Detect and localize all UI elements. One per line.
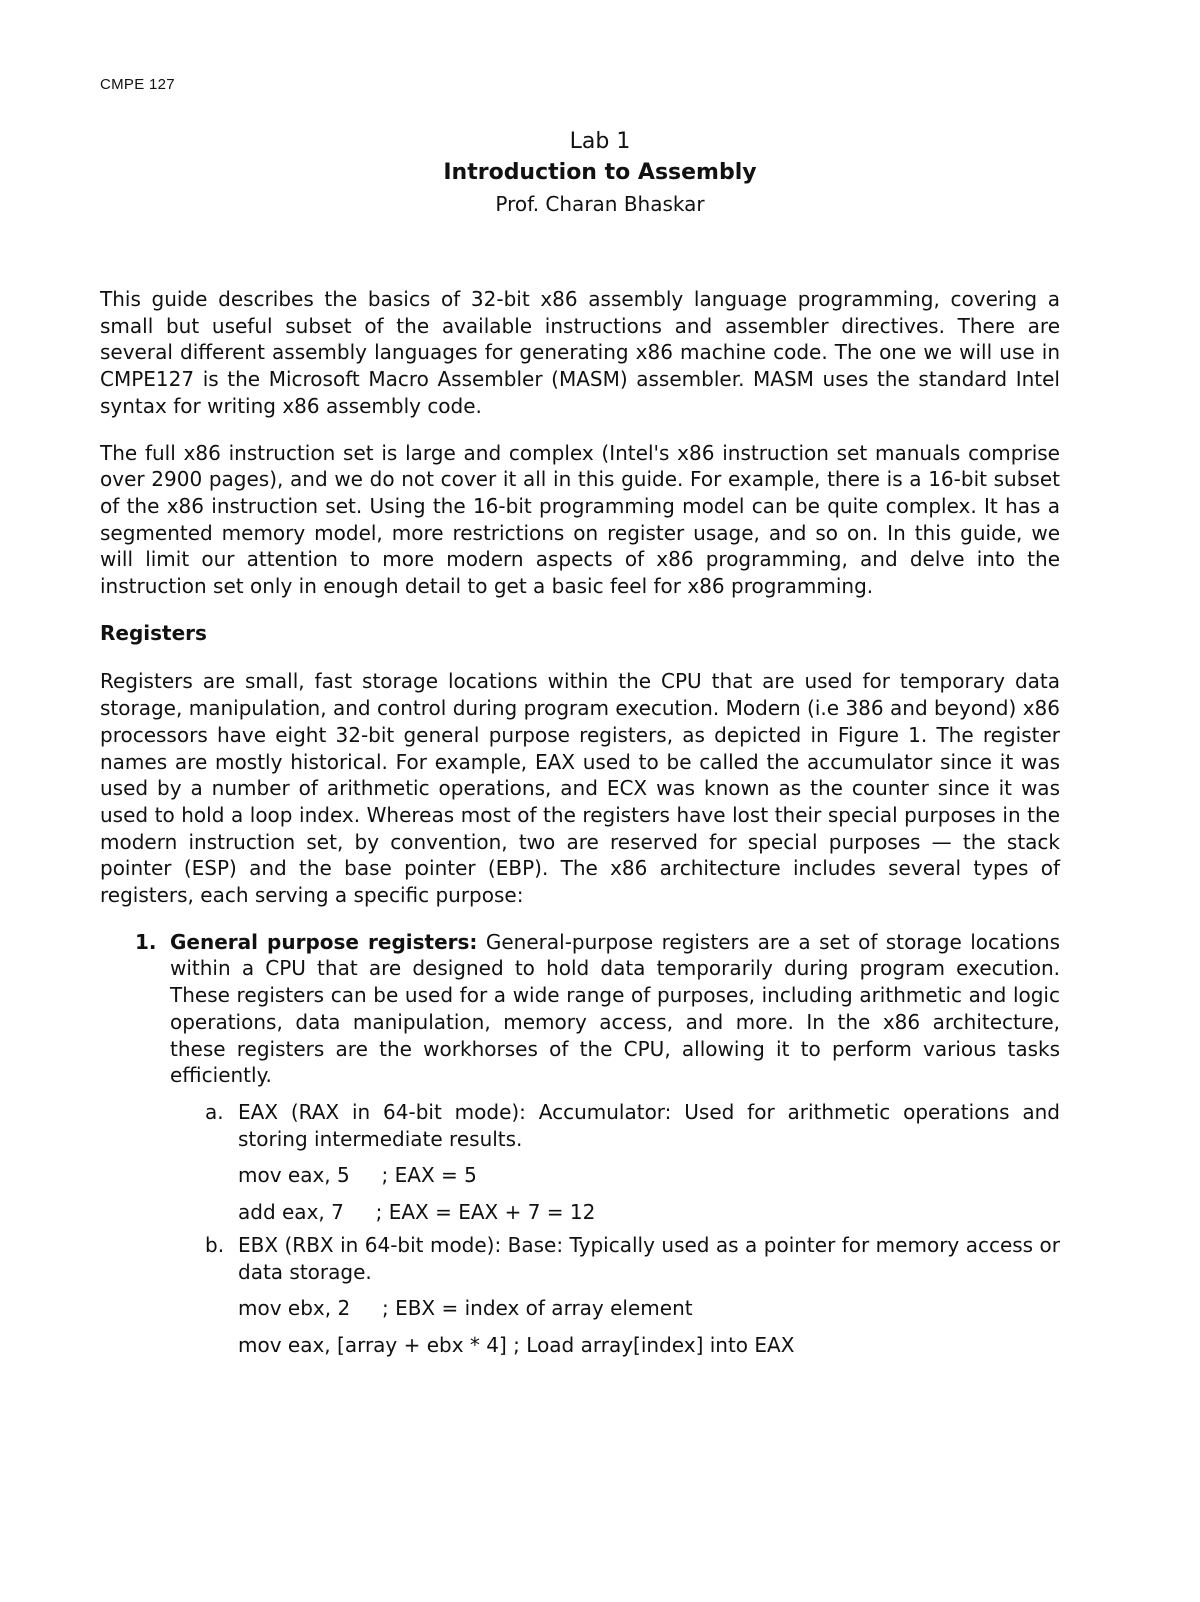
sub-list-letter: a.: [205, 1099, 224, 1124]
code-line: mov eax, [array + ebx * 4] ; Load array[index] into EAX: [238, 1332, 795, 1357]
title-block: [0, 127, 1200, 219]
course-code: CMPE 127: [100, 76, 175, 93]
code-line: add eax, 7 ; EAX = EAX + 7 = 12: [238, 1200, 596, 1225]
list-number: 1.: [135, 929, 157, 954]
registers-paragraph: Registers are small, fast storage locations within the CPU that are used for temporary data storage, manipulation, and control during program execution. Modern (i.e 386 and beyond) x86 processors have eight 32-bit general purpose registers, as depicted in Figure 1. The register names are mostly historical. For example, EAX used to be called the accumulator since it was used by a number of arithmetic operations, and ECX was known as the counter since it was used to hold a loop index. Whereas most of the registers have lost their special purposes in the modern instruction set, by convention, two are reserved for special purposes — the stack pointer (ESP) and the base pointer (EBP). The x86 architecture includes several types of registers, each serving a specific purpose:: [100, 669, 1060, 908]
sub-list-item: [170, 1099, 1060, 1226]
sub-item-text: EBX (RBX in 64-bit mode): Base: Typically used as a pointer for memory access or data storage.: [238, 1232, 1060, 1284]
code-line: mov eax, 5 ; EAX = 5: [238, 1163, 477, 1188]
instruction-set-paragraph: The full x86 instruction set is large and complex (Intel's x86 instruction set manuals comprise over 2900 pages), and we do not cover it all in this guide. For example, there is a 16-bit subset of the x86 instruction set. Using the 16-bit programming model can be quite complex. It has a segmented memory model, more restrictions on register usage, and so on. In this guide, we will limit our attention to more modern aspects of x86 programming, and delve into the instruction set only in enough detail to get a basic feel for x86 programming.: [100, 440, 1060, 599]
list-item-lead: General purpose registers:: [170, 929, 478, 954]
section-heading-registers: Registers: [100, 620, 207, 645]
register-types-list: [100, 929, 1060, 1359]
code-line: mov ebx, 2 ; EBX = index of array element: [238, 1296, 693, 1321]
sub-list-letter: b.: [205, 1232, 225, 1257]
intro-paragraph: This guide describes the basics of 32-bit x86 assembly language programming, covering a small but useful subset of the available instructions and assembler directives. There are several different assembly languages for generating x86 machine code. The one we will use in CMPE127 is the Microsoft Macro Assembler (MASM) assembler. MASM uses the standard Intel syntax for writing x86 assembly code.: [100, 287, 1060, 418]
sub-item-text: EAX (RAX in 64-bit mode): Accumulator: Used for arithmetic operations and storing intermediate results.: [238, 1099, 1060, 1151]
document-title: Introduction to Assembly: [443, 160, 757, 185]
register-sub-list: [170, 1099, 1060, 1359]
author-name: Prof. Charan Bhaskar: [495, 192, 705, 216]
sub-list-item: [170, 1232, 1060, 1359]
list-item: [100, 929, 1060, 1359]
list-item-text: General-purpose registers are a set of storage locations within a CPU that are designed to hold data temporarily during program execution. These registers can be used for a wide range of purposes, including arithmetic and logic operations, data manipulation, memory access, and more. In the x86 architecture, these registers are the workhorses of the CPU, allowing it to perform various tasks efficiently.: [170, 929, 1061, 1088]
document-body: [100, 286, 1060, 1365]
lab-number: Lab 1: [569, 129, 631, 154]
